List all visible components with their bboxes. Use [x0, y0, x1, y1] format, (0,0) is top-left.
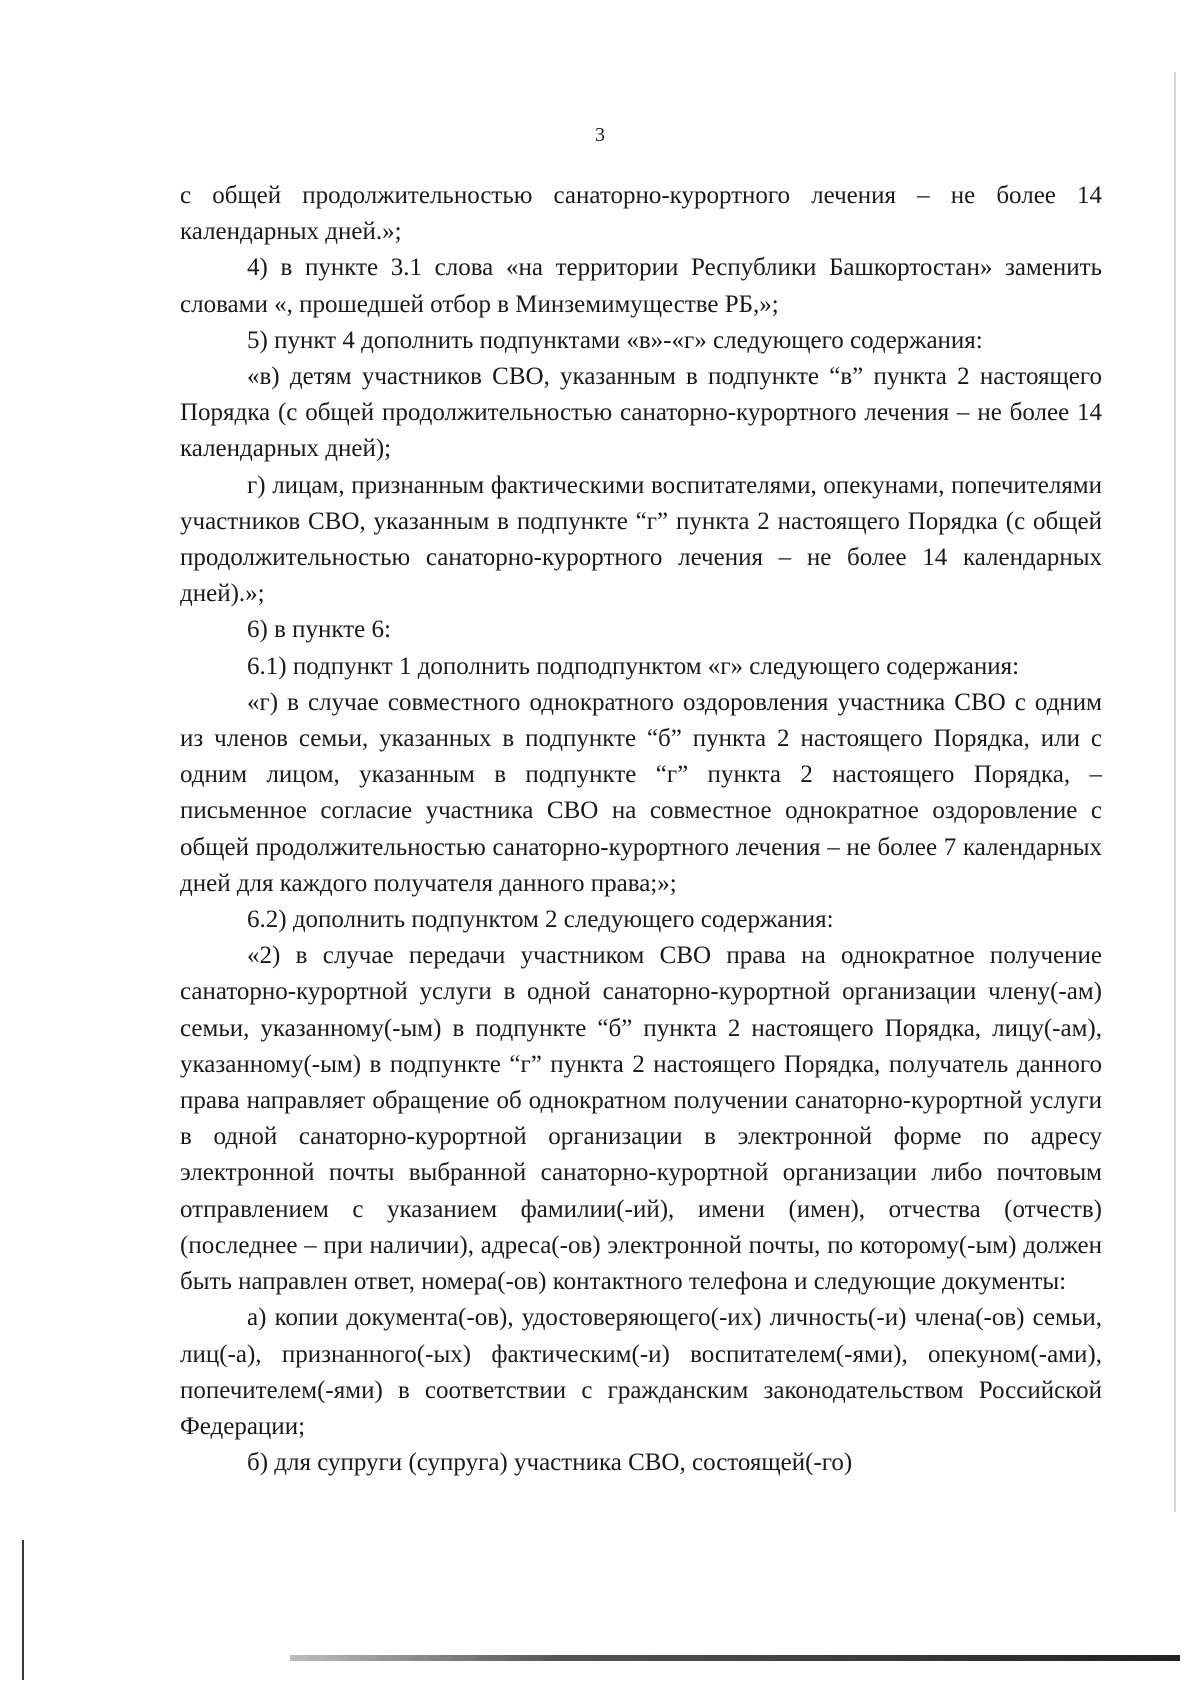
scan-edge-bottom [290, 1655, 1180, 1661]
document-body [180, 178, 1102, 1481]
paragraph-5: г) лицам, признанным фактическими воспитателями, опекунами, попечителями участников СВО, указанным в подпункте “г” пункта 2 настоящего Порядка (с общей продолжительностью санаторно-курортного лечения – не более 14 календарных дней).»; [180, 471, 1102, 608]
paragraph-6: 6) в пункте 6: [247, 616, 391, 644]
paragraph-9: 6.2) дополнить подпунктом 2 следующего содержания: [247, 906, 834, 934]
paragraph-10: «2) в случае передачи участником СВО права на однократное получение санаторно-курортной услуги в одной санаторно-курортной организации члену(-ам) семьи, указанному(-ым) в подпункте “б” пункта 2 настоящего Порядка, лицу(-ам), указанному(-ым) в подпункте “г” пункта 2 настоящего Порядка, получатель данного права направляет обращение об однократном получении санаторно-курортной услуги в одной санаторно-курортной организации в электронной форме по адресу электронной почты выбранной санаторно-курортной организации либо почтовым отправлением с указанием фамилии(-ий), имени (имен), отчества (отчеств) (последнее – при наличии), адреса(-ов) электронной почты, по которому(-ым) должен быть направлен ответ, номера(-ов) контактного телефона и следующие документы: [180, 942, 1102, 1296]
paragraph-2: 4) в пункте 3.1 слова «на территории Республики Башкортостан» заменить словами «, прошедшей отбор в Минземимуществе РБ,»; [180, 254, 1102, 318]
paragraph-4: «в) детям участников СВО, указанным в подпункте “в” пункта 2 настоящего Порядка (с общей продолжительностью санаторно-курортного лечения – не более 14 календарных дней); [180, 363, 1102, 463]
paragraph-3: 5) пункт 4 дополнить подпунктами «в»-«г» следующего содержания: [247, 326, 983, 354]
scan-edge-right [1174, 72, 1176, 1512]
paragraph-11: а) копии документа(-ов), удостоверяющего(-их) личность(-и) члена(-ов) семьи, лиц(-а), признанного(-ых) фактическим(-и) воспитателем(-ями), опекуном(-ами), попечителем(-ями) в соответствии с гражданским законодательством Российской Федерации; [180, 1304, 1102, 1440]
page-number: 3 [595, 124, 605, 146]
scan-edge-left [22, 1540, 24, 1680]
paragraph-7: 6.1) подпункт 1 дополнить подподпунктом «г» следующего содержания: [247, 652, 1020, 680]
paragraph-12: б) для супруги (супруга) участника СВО, состоящей(-го) [247, 1449, 853, 1477]
paragraph-8: «г) в случае совместного однократного оздоровления участника СВО с одним из членов семьи, указанных в подпункте “б” пункта 2 настоящего Порядка, или с одним лицом, указанным в подпункте “г” пункта 2 настоящего Порядка, – письменное согласие участника СВО на совместное однократное оздоровление с общей продолжительностью санаторно-курортного лечения – не более 7 календарных дней для каждого получателя данного права;»; [180, 688, 1102, 897]
paragraph-1: с общей продолжительностью санаторно-курортного лечения – не более 14 календарных дней.»; [180, 182, 1102, 246]
